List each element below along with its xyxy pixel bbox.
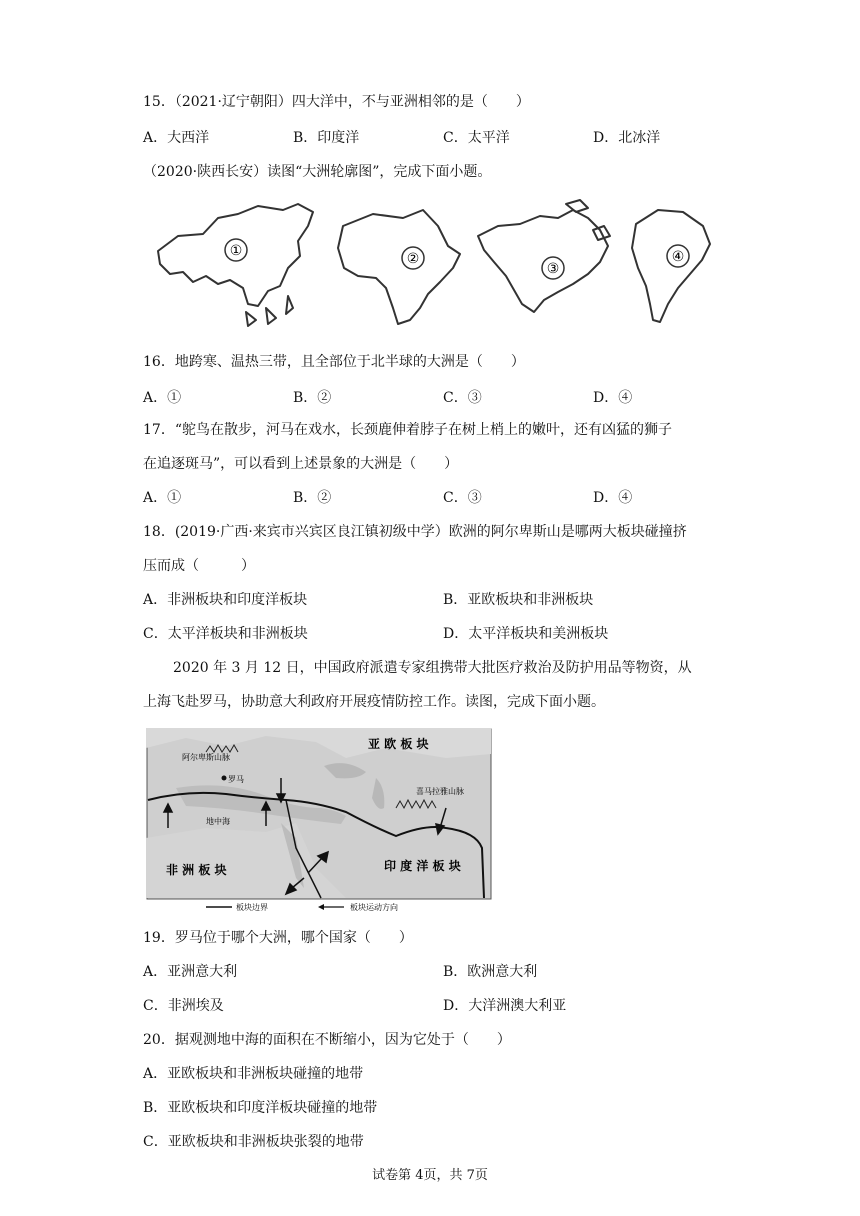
page-footer: 试卷第 4页，共 7页 bbox=[372, 1168, 488, 1183]
q16-stem: 16．地跨寒、温热三带，且全部位于北半球的大洲是（ ） bbox=[143, 354, 525, 370]
legend-motion-label: 板块运动方向 bbox=[350, 903, 398, 912]
africa-outline bbox=[338, 210, 460, 324]
q18-option-a: A．非洲板块和印度洋板块 bbox=[143, 592, 308, 608]
alps-label: 阿尔卑斯山脉 bbox=[182, 753, 230, 762]
continent-label-3: ③ bbox=[546, 261, 560, 277]
q19-option-c: C．非洲埃及 bbox=[143, 998, 224, 1014]
map-legend bbox=[206, 902, 398, 912]
q17-stem-line1: 17．“鸵鸟在散步，河马在戏水，长颈鹿伸着脖子在树上梢上的嫩叶，还有凶猛的狮子 bbox=[143, 422, 672, 438]
q19-option-b: B．欧洲意大利 bbox=[443, 964, 538, 980]
q20-option-b: B．亚欧板块和印度洋板块碰撞的地带 bbox=[143, 1100, 378, 1116]
north-america-outline bbox=[478, 210, 608, 312]
q15-option-d: D．北冰洋 bbox=[593, 130, 661, 146]
q16-option-d: D．④ bbox=[593, 390, 633, 406]
q19-option-d: D．大洋洲澳大利亚 bbox=[443, 998, 567, 1014]
q15-stem: 15．（2021·辽宁朝阳）四大洋中，不与亚洲相邻的是（ ） bbox=[143, 94, 530, 110]
rome-marker bbox=[222, 776, 227, 781]
mediterranean-label: 地中海 bbox=[206, 817, 230, 826]
q17-option-d: D．④ bbox=[593, 490, 633, 506]
q17-stem-line2: 在追逐斑马”，可以看到上述景象的大洲是（ ） bbox=[143, 456, 459, 472]
plate-boundary-map bbox=[146, 728, 492, 914]
group2-intro-line2: 上海飞赴罗马，协助意大利政府开展疫情防控工作。读图，完成下面小题。 bbox=[143, 694, 605, 710]
q20-option-c: C．亚欧板块和非洲板块张裂的地带 bbox=[143, 1134, 364, 1150]
q15-option-a: A．大西洋 bbox=[143, 130, 210, 146]
group1-intro: （2020·陕西长安）读图“大洲轮廓图”，完成下面小题。 bbox=[143, 164, 492, 180]
african-plate-label: 非 洲 板 块 bbox=[166, 863, 227, 877]
south-america-outline bbox=[632, 210, 710, 322]
q19-stem: 19．罗马位于哪个大洲，哪个国家（ ） bbox=[143, 930, 413, 946]
rome-label: 罗马 bbox=[228, 775, 244, 784]
q18-option-d: D．太平洋板块和美洲板块 bbox=[443, 626, 609, 642]
q17-option-b: B．② bbox=[293, 490, 332, 506]
continent-label-2: ② bbox=[406, 251, 420, 267]
continent-label-1: ① bbox=[229, 243, 243, 259]
indian-plate-label: 印 度 洋 板 块 bbox=[384, 859, 461, 873]
q19-option-a: A．亚洲意大利 bbox=[143, 964, 238, 980]
group2-intro-line1: 2020 年 3 月 12 日，中国政府派遣专家组携带大批医疗救治及防护用品等物资，从 bbox=[173, 660, 692, 676]
q18-option-b: B．亚欧板块和非洲板块 bbox=[443, 592, 594, 608]
q20-option-a: A．亚欧板块和非洲板块碰撞的地带 bbox=[143, 1066, 364, 1082]
continents-outline-figure bbox=[148, 196, 718, 336]
q18-stem-line2: 压而成（ ） bbox=[143, 558, 255, 574]
q16-option-a: A．① bbox=[143, 390, 182, 406]
q18-option-c: C．太平洋板块和非洲板块 bbox=[143, 626, 308, 642]
q20-stem: 20．据观测地中海的面积在不断缩小，因为它处于（ ） bbox=[143, 1032, 511, 1048]
q16-option-b: B．② bbox=[293, 390, 332, 406]
q17-option-c: C．③ bbox=[443, 490, 482, 506]
q16-option-c: C．③ bbox=[443, 390, 482, 406]
continent-label-4: ④ bbox=[671, 249, 685, 265]
q18-stem-line1: 18．(2019·广西·来宾市兴宾区良江镇初级中学）欧洲的阿尔卑斯山是哪两大板块碰撞挤 bbox=[143, 524, 687, 540]
q17-option-a: A．① bbox=[143, 490, 182, 506]
legend-boundary-label: 板块边界 bbox=[236, 903, 268, 912]
himalaya-label: 喜马拉雅山脉 bbox=[416, 787, 464, 796]
q15-option-c: C．太平洋 bbox=[443, 130, 510, 146]
eurasian-plate-label: 亚 欧 板 块 bbox=[368, 737, 429, 751]
q15-option-b: B．印度洋 bbox=[293, 130, 360, 146]
